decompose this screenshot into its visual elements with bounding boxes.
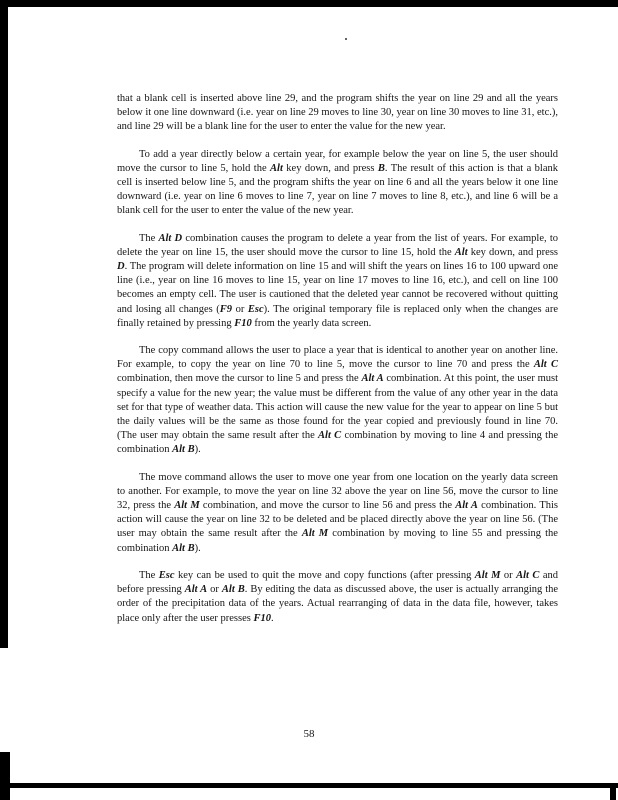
scan-border-left-lower	[0, 752, 10, 800]
paragraph-move-command: The move command allows the user to move one year from one location on the yearly data screen to another. For example, to move the year on line 32 above the year on line 56, move the cursor to line 32, press the Alt M combination, and move the cursor to line 56 and press the Alt A combination. This action will cause the year on line 32 to be deleted and be placed directly above the year on line 56. (The user may obtain the same result after the Alt M combination by moving to line 55 and pressing the combination Alt B).	[117, 471, 558, 554]
scan-border-bottom	[0, 783, 618, 788]
paragraph-continuation: that a blank cell is inserted above line 29, and the program shifts the year on line 29 and all the years below it one line downward (i.e. year on line 29 moves to line 30, year on line 30 moves to line 31, etc.), and line 29 will be a blank line for the user to enter the value for the new year.	[117, 93, 558, 133]
body-text	[117, 92, 558, 639]
scan-border-right-tick	[610, 784, 616, 800]
paragraph-add-year-below: To add a year directly below a certain year, for example below the year on line 5, the user should move the cursor to line 5, hold the Alt key down, and press B. The result of this action is that a blank cell is inserted below line 5, and the program shifts the year on line 6 and all the years below it one line downward (i.e. year on line 6 moves to line 7, year on line 7 moves to line 8, etc.), and line 6 will be a blank cell for the user to enter the value of the new year.	[117, 148, 558, 217]
scan-border-top	[0, 0, 618, 7]
page-number: 58	[303, 728, 315, 740]
scan-border-left	[0, 0, 8, 648]
paragraph-delete-year: The Alt D combination causes the program to delete a year from the list of years. For example, to delete the year on line 15, the user should move the cursor to line 15, hold the Alt key down, and press D. The program will delete information on line 15 and will shift the years on lines 16 to 100 upward one line (i.e., year on line 16 moves to line 15, year on line 17 moves to line 16, etc.), and cell on line 100 becomes an empty cell. The user is cautioned that the deleted year cannot be recovered without quitting and losing all changes (F9 or Esc). The original temporary file is replaced only when the changes are finally retained by pressing F10 from the yearly data screen.	[117, 232, 558, 329]
paragraph-copy-command: The copy command allows the user to place a year that is identical to another year on another line. For example, to copy the year on line 70 to line 5, move the cursor to line 70 and press the Alt C combination, then move the cursor to line 5 and press the Alt A combination. At this point, the user must specify a value for the new year; the value must be different from the value of any other year in the data set for that type of weather data. This action will cause the new value for the year to appear on line 5 but the daily values will be the same as those found for the year copied and previously found in line 70. (The user may obtain the same result after the Alt C combination by moving to line 4 and pressing the combination Alt B).	[117, 345, 559, 456]
paragraph-esc-key: The Esc key can be used to quit the move and copy functions (after pressing Alt M or Alt C and before pressing Alt A or Alt B. By editing the data as discussed above, the user is actually arranging the order of the precipitation data of the years. Actual rearranging of data in the data file, however, takes place only after the user presses F10.	[117, 569, 559, 624]
scan-speck	[345, 38, 347, 40]
